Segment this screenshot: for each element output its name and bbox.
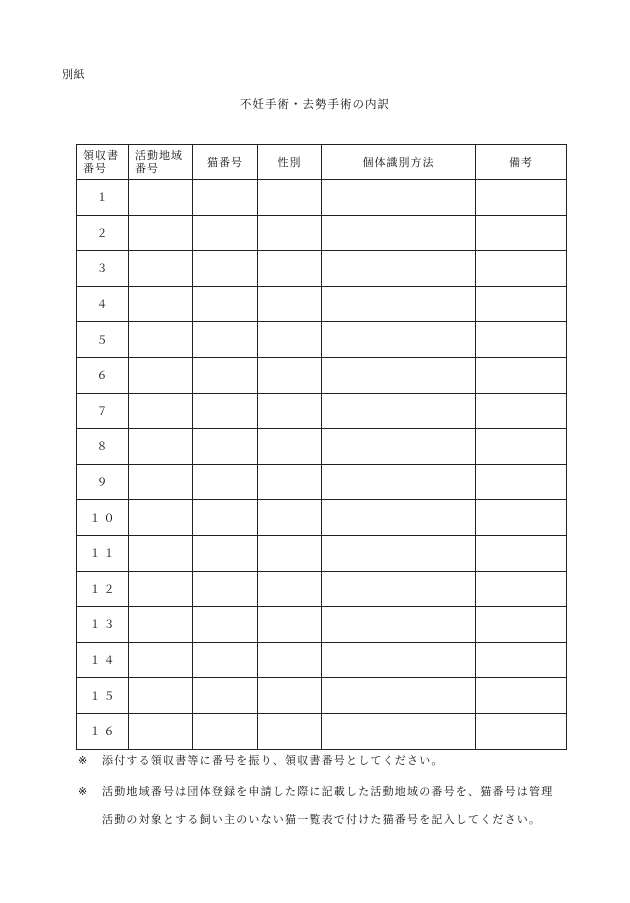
receipt-number-cell: １６ [77,713,129,749]
table-header-row [77,145,567,180]
header-identification-method: 個体識別方法 [322,145,476,180]
remarks-cell[interactable] [476,713,567,749]
table-row [77,571,567,607]
cat-number-cell[interactable] [193,393,258,429]
attachment-label: 別紙 [62,68,85,81]
cat-number-cell[interactable] [193,571,258,607]
identification-method-cell[interactable] [322,713,476,749]
cat-number-cell[interactable] [193,713,258,749]
area-number-cell[interactable] [129,286,193,322]
cat-number-cell[interactable] [193,251,258,287]
sex-cell[interactable] [258,393,322,429]
sex-cell[interactable] [258,251,322,287]
cat-number-cell[interactable] [193,678,258,714]
sex-cell[interactable] [258,678,322,714]
receipt-number-cell: １１ [77,535,129,571]
remarks-cell[interactable] [476,322,567,358]
receipt-number-cell: １３ [77,607,129,643]
area-number-cell[interactable] [129,215,193,251]
table-row [77,642,567,678]
receipt-number-cell: ６ [77,357,129,393]
receipt-number-cell: ７ [77,393,129,429]
identification-method-cell[interactable] [322,251,476,287]
area-number-cell[interactable] [129,571,193,607]
surgery-breakdown-table [76,144,567,750]
sex-cell[interactable] [258,357,322,393]
table-row [77,286,567,322]
table-row [77,429,567,465]
header-area-number: 活動地域 番号 [129,145,193,180]
sex-cell[interactable] [258,322,322,358]
receipt-number-cell: １２ [77,571,129,607]
area-number-cell[interactable] [129,180,193,216]
identification-method-cell[interactable] [322,286,476,322]
remarks-cell[interactable] [476,500,567,536]
identification-method-cell[interactable] [322,322,476,358]
table-row [77,713,567,749]
identification-method-cell[interactable] [322,357,476,393]
table-row [77,322,567,358]
receipt-number-cell: １５ [77,678,129,714]
receipt-number-cell: ５ [77,322,129,358]
note-2-text-line-2: 活動の対象とする飼い主のいない猫一覧表で付けた猫番号を記入してください。 [102,813,542,826]
table-row [77,535,567,571]
receipt-number-cell: ２ [77,215,129,251]
receipt-number-cell: １ [77,180,129,216]
note-1 [78,754,588,768]
receipt-number-cell: １４ [77,642,129,678]
identification-method-cell[interactable] [322,571,476,607]
sex-cell[interactable] [258,215,322,251]
table-row [77,500,567,536]
table-row [77,180,567,216]
area-number-cell[interactable] [129,713,193,749]
receipt-number-cell: ３ [77,251,129,287]
cat-number-cell[interactable] [193,535,258,571]
header-sex: 性別 [258,145,322,180]
remarks-cell[interactable] [476,464,567,500]
identification-method-cell[interactable] [322,678,476,714]
sex-cell[interactable] [258,535,322,571]
identification-method-cell[interactable] [322,500,476,536]
remarks-cell[interactable] [476,180,567,216]
identification-method-cell[interactable] [322,429,476,465]
remarks-cell[interactable] [476,678,567,714]
cat-number-cell[interactable] [193,357,258,393]
note-mark: ※ [78,754,89,767]
cat-number-cell[interactable] [193,500,258,536]
table-row [77,607,567,643]
area-number-cell[interactable] [129,678,193,714]
cat-number-cell[interactable] [193,607,258,643]
area-number-cell[interactable] [129,500,193,536]
receipt-number-cell: ９ [77,464,129,500]
area-number-cell[interactable] [129,607,193,643]
identification-method-cell[interactable] [322,215,476,251]
table-row [77,393,567,429]
remarks-cell[interactable] [476,429,567,465]
cat-number-cell[interactable] [193,322,258,358]
sex-cell[interactable] [258,286,322,322]
note-mark: ※ [78,785,89,798]
area-number-cell[interactable] [129,642,193,678]
header-remarks: 備考 [476,145,567,180]
identification-method-cell[interactable] [322,642,476,678]
area-number-cell[interactable] [129,464,193,500]
receipt-number-cell: ８ [77,429,129,465]
area-number-cell[interactable] [129,251,193,287]
area-number-cell[interactable] [129,429,193,465]
cat-number-cell[interactable] [193,286,258,322]
receipt-number-cell: １０ [77,500,129,536]
note-2 [78,785,588,827]
header-receipt-number: 領収書 番号 [77,145,129,180]
area-number-cell[interactable] [129,357,193,393]
receipt-number-cell: ４ [77,286,129,322]
remarks-cell[interactable] [476,251,567,287]
table-body [77,180,567,750]
sex-cell[interactable] [258,642,322,678]
document-title: 不妊手術・去勢手術の内訳 [240,97,390,111]
identification-method-cell[interactable] [322,464,476,500]
cat-number-cell[interactable] [193,642,258,678]
cat-number-cell[interactable] [193,464,258,500]
identification-method-cell[interactable] [322,180,476,216]
cat-number-cell[interactable] [193,215,258,251]
sex-cell[interactable] [258,429,322,465]
area-number-cell[interactable] [129,393,193,429]
note-2-text-line-1: 活動地域番号は団体登録を申請した際に記載した活動地域の番号を、猫番号は管理 [102,785,554,798]
sex-cell[interactable] [258,500,322,536]
remarks-cell[interactable] [476,535,567,571]
remarks-cell[interactable] [476,215,567,251]
note-1-text: 添付する領収書等に番号を振り、領収書番号としてください。 [102,754,444,767]
remarks-cell[interactable] [476,357,567,393]
sex-cell[interactable] [258,571,322,607]
remarks-cell[interactable] [476,642,567,678]
table-row [77,357,567,393]
cat-number-cell[interactable] [193,180,258,216]
remarks-cell[interactable] [476,571,567,607]
table-row [77,678,567,714]
area-number-cell[interactable] [129,322,193,358]
cat-number-cell[interactable] [193,429,258,465]
identification-method-cell[interactable] [322,607,476,643]
identification-method-cell[interactable] [322,535,476,571]
sex-cell[interactable] [258,180,322,216]
remarks-cell[interactable] [476,286,567,322]
table-row [77,215,567,251]
identification-method-cell[interactable] [322,393,476,429]
header-cat-number: 猫番号 [193,145,258,180]
sex-cell[interactable] [258,713,322,749]
table-row [77,251,567,287]
sex-cell[interactable] [258,607,322,643]
table-row [77,464,567,500]
remarks-cell[interactable] [476,393,567,429]
remarks-cell[interactable] [476,607,567,643]
sex-cell[interactable] [258,464,322,500]
notes-section [78,754,588,827]
area-number-cell[interactable] [129,535,193,571]
